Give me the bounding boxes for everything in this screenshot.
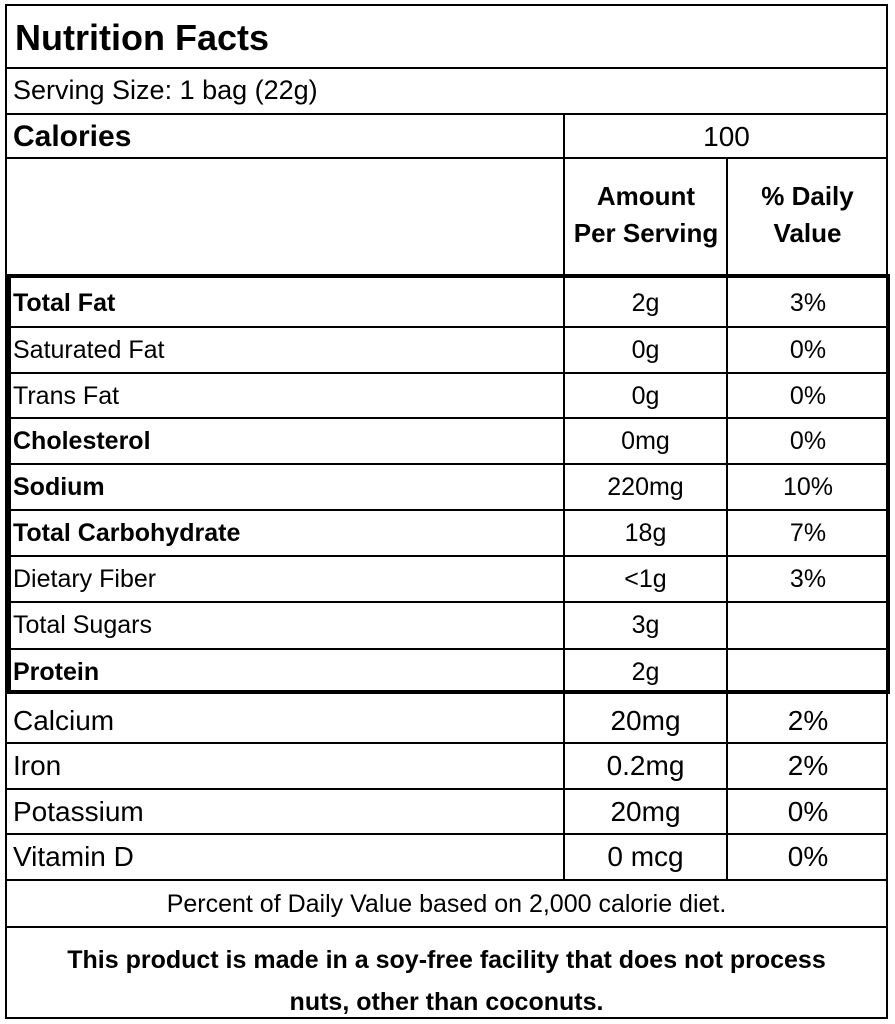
nutrient-daily-value: 0%: [789, 427, 827, 455]
nutrient-daily-value: 7%: [789, 519, 827, 547]
divider: [7, 157, 886, 159]
nutrition-label: [5, 4, 888, 1019]
amount-header: Amount Per Serving: [573, 181, 719, 248]
nutrient-amount: 0g: [631, 382, 660, 410]
nutrient-amount: 3g: [631, 611, 660, 639]
nutrient-name: Trans Fat: [13, 382, 120, 410]
mineral-daily-value: 2%: [787, 705, 829, 736]
mineral-daily-value: 0%: [787, 796, 829, 827]
mineral-name: Potassium: [13, 796, 144, 827]
nutrient-name: Total Carbohydrate: [13, 519, 241, 547]
nutrient-daily-value: 0%: [789, 382, 827, 410]
nutrient-daily-value: 0%: [789, 336, 827, 364]
nutrient-name: Dietary Fiber: [13, 565, 157, 593]
nutrient-daily-value: 10%: [782, 473, 834, 501]
nutrient-name: Total Sugars: [13, 611, 152, 639]
nutrient-amount: 0mg: [621, 427, 670, 455]
serving-size: Serving Size: 1 bag (22g): [13, 75, 318, 105]
nutrient-name: Saturated Fat: [13, 336, 165, 364]
nutrient-amount: 2g: [631, 658, 660, 686]
mineral-amount: 0.2mg: [606, 750, 685, 781]
nutrient-daily-value: 3%: [789, 289, 827, 317]
divider: [7, 113, 886, 115]
footnote: Percent of Daily Value based on 2,000 calorie diet.: [166, 890, 727, 918]
nutrient-amount: 220mg: [607, 473, 684, 501]
mineral-amount: 0 mcg: [607, 841, 684, 872]
nutrient-daily-value: 3%: [789, 565, 827, 593]
nutrient-amount: <1g: [624, 565, 667, 593]
mineral-amount: 20mg: [610, 796, 681, 827]
nutrient-name: Total Fat: [13, 289, 116, 317]
daily-value-header: % Daily Value: [761, 181, 854, 248]
row-divider: [7, 648, 886, 650]
nutrient-amount: 18g: [624, 519, 667, 547]
divider: [7, 67, 886, 69]
nutrient-amount: 0g: [631, 336, 660, 364]
nutrient-amount: 2g: [631, 289, 660, 317]
divider: [7, 926, 886, 928]
nutrient-name: Protein: [13, 658, 100, 686]
mineral-amount: 20mg: [610, 705, 681, 736]
nutrient-name: Cholesterol: [13, 427, 151, 455]
disclaimer: This product is made in a soy-free facility that does not process nuts, other than coconuts.: [67, 946, 826, 1016]
mineral-daily-value: 2%: [787, 750, 829, 781]
mineral-daily-value: 0%: [787, 841, 829, 872]
calories-value: 100: [703, 121, 750, 152]
divider: [7, 879, 886, 881]
mineral-name: Iron: [13, 750, 62, 781]
nutrient-name: Sodium: [13, 473, 105, 501]
label-title: Nutrition Facts: [15, 17, 270, 58]
mineral-name: Vitamin D: [13, 841, 134, 872]
mineral-name: Calcium: [13, 705, 115, 736]
calories-label: Calories: [13, 120, 132, 153]
